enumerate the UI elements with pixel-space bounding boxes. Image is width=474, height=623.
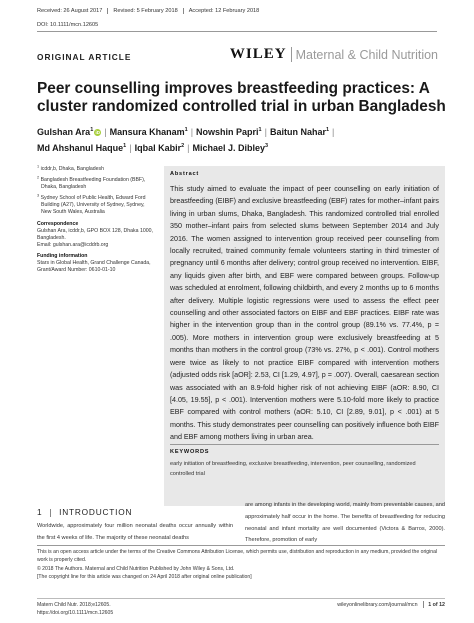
author-affiliation-mark: 1 <box>325 127 330 133</box>
affiliation-item: $^3$ Sydney School of Public Health, Edward Ford Building (A27), University of Sydney, Sydney, New South Wales, Australia <box>37 193 146 216</box>
author-name[interactable]: Mansura Khanam <box>109 127 185 137</box>
article-title: Peer counselling improves breastfeeding practices: A cluster randomized controlled trial in urban Bangladesh <box>37 80 446 115</box>
abstract-heading: Abstract <box>170 171 200 177</box>
author-affiliation-mark: 1 <box>123 142 127 149</box>
header-divider <box>37 31 437 32</box>
author-affiliation-mark: 1 <box>90 127 94 133</box>
author-separator: | <box>332 127 335 137</box>
author-separator: | <box>264 127 267 137</box>
page-number: 1 of 12 <box>428 601 445 608</box>
affiliation-item: $^2$ Bangladesh Breastfeeding Foundation (BBF), Dhaka, Bangladesh <box>37 175 146 191</box>
author-name[interactable]: Baitun Nahar <box>269 127 326 137</box>
author-name[interactable]: Michael J. Dibley <box>192 142 266 153</box>
funding-heading: Funding information <box>37 252 88 259</box>
footer-separator <box>423 601 424 608</box>
author-name[interactable]: Md Ahshanul Haque <box>37 142 124 153</box>
copyright-note: © 2018 The Authors. Maternal and Child Nutrition Published by John Wiley & Sons, Ltd. <box>37 565 235 572</box>
author-separator: | <box>104 127 107 137</box>
author-affiliation-mark: 1 <box>258 127 262 133</box>
publisher-brand <box>230 46 438 63</box>
received-date: Received: 26 August 2017 <box>37 8 103 15</box>
intro-paragraph-left: Worldwide, approximately four million neonatal deaths occur annually within the first 4 weeks of life. The majority of these neonatal deaths <box>37 523 233 541</box>
journal-site-link[interactable]: wileyonlinelibrary.com/journal/mcn <box>337 601 418 608</box>
license-note: This is an open access article under the terms of the Creative Commons Attribution License, which permits use, distribution and reproduction in any medium, provided the original work is properly cited. <box>37 549 438 564</box>
keywords-divider <box>170 444 439 445</box>
author-name[interactable]: Gulshan Ara <box>37 127 91 137</box>
funding-text: Stars in Global Health, Grand Challenge Canada, Grant/Award Number: 0610-01-10 <box>37 260 151 274</box>
publisher-logo: WILEY <box>229 46 287 62</box>
author-separator: | <box>129 142 132 153</box>
correspondence-block <box>37 221 155 249</box>
article-dates <box>37 8 259 14</box>
author-separator: | <box>190 127 194 137</box>
footer-citation <box>37 601 113 617</box>
brand-separator <box>291 47 292 62</box>
correspondence-text: Gulshan Ara, icddr,b, GPO BOX 128, Dhaka 1000, Bangladesh. <box>37 227 153 241</box>
correspondence-heading: Correspondence <box>37 220 79 227</box>
journal-name: Maternal & Child Nutrition <box>295 47 438 62</box>
journal-citation: Matern Child Nutr. 2018;e12605. <box>37 602 111 608</box>
affiliation-item: $^1$ icddr,b, Dhaka, Bangladesh <box>37 164 105 172</box>
section-heading-introduction <box>37 507 132 517</box>
intro-paragraph-right: are among infants in the developing world, mainly from preventable causes, and approximately half occur in the home. The benefits of breastfeeding for reducing neonatal and infant mortality are well documented (Victora & Barros, 2000). Therefore, promotion of early <box>245 502 445 544</box>
author-name[interactable]: Iqbal Kabir <box>134 142 182 153</box>
author-affiliation-mark: 2 <box>181 142 185 149</box>
footer-divider <box>37 598 445 599</box>
keywords-heading: KEYWORDS <box>170 449 210 455</box>
footnote-divider <box>37 545 445 546</box>
article-doi[interactable]: DOI: 10.1111/mcn.12605 <box>37 22 99 28</box>
article-type: ORIGINAL ARTICLE <box>37 52 132 62</box>
sidebar-info <box>37 166 155 278</box>
copyright-correction-note: [The copyright line for this article was changed on 24 April 2018 after original online publication] <box>37 574 252 581</box>
section-number: 1 <box>37 507 43 517</box>
author-affiliation-mark: 3 <box>265 142 269 149</box>
correspondence-email[interactable]: Email: gulshan.ara@icddrb.org <box>37 241 109 248</box>
section-title: INTRODUCTION <box>59 507 133 517</box>
author-list <box>37 125 447 156</box>
footer-right <box>337 601 445 608</box>
author-separator: | <box>187 142 190 153</box>
footnotes <box>37 548 445 582</box>
section-separator <box>50 509 51 517</box>
accepted-date: Accepted: 12 February 2018 <box>188 8 260 15</box>
author-affiliation-mark: 1 <box>184 127 188 133</box>
doi-link[interactable]: https://doi.org/10.1111/mcn.12605 <box>37 610 114 616</box>
keywords-text: early initiation of breastfeeding, exclusive breastfeeding, intervention, peer counselling, randomized controlled trial <box>170 461 416 477</box>
abstract-text: This study aimed to evaluate the impact of peer counselling on early initiation of breastfeeding (EIBF) and exclusive breastfeeding (EBF) rates for mother–infant pairs living in urban slums, Dhaka, Bangladesh. This randomized controlled trial enrolled 350 mother–infant pairs from selected slums between September 2014 and July 2016. The women assigned to intervention group received peer counselling from locally recruited, trained community female volunteers starting in third trimester of pregnancy until 6 months after delivery; control group received no intervention. EIBF, any liquids given after birth, and EBF were compared between groups. Follow-up was scheduled at enrolment, following childbirth, and every 2 months up to 6 months after delivery. Multiple logistic regressions were used to assess the effect peer counselling and other associated factors on EIBF and EBF practices. EIBF rate was higher in the intervention group than in the control group (89.1% vs. 77.4%, p = .005). More mothers in intervention group were exclusively breastfeeding at 5 months than mothers in the control group (73% vs. 27%, p < .001). Control mothers were twice as likely to not practice EIBF compared with intervention mothers (adjusted odds risk [aOR]: 2.53, CI [1.29, 4.97], p = .007). Overall, caesarean section was associated with an 8.9-fold higher risk of not achieving EIBF (aOR: 8.90, CI [4.05, 19.55], p < .001). Intervention mothers were 5.10-fold more likely to practice EBF compared with control mothers (aOR: 5.10, CI [2.89, 9.01], p < .001) at 5 months. This study demonstrates peer counselling can positively influence both EIBF and EBF among mothers living in urban area. <box>170 185 439 442</box>
date-separator <box>107 8 108 14</box>
orcid-icon[interactable]: iD <box>95 130 100 136</box>
date-separator <box>183 8 184 14</box>
revised-date: Revised: 5 February 2018 <box>113 8 178 15</box>
funding-block <box>37 253 155 274</box>
author-name[interactable]: Nowshin Papri <box>196 127 259 137</box>
